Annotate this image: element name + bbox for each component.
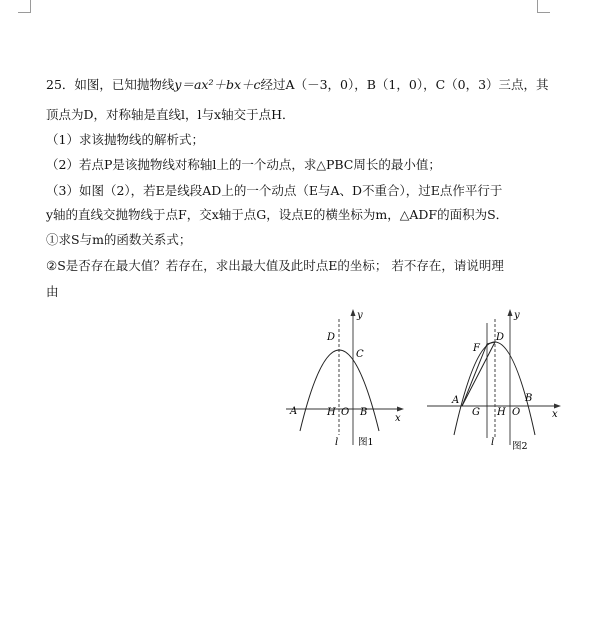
fig1-label-y: y — [357, 310, 363, 321]
fig1-label-o: O — [341, 407, 350, 418]
fig1-label-h: H — [327, 407, 336, 418]
fig2-y-arrow — [508, 309, 513, 316]
fig2-x-arrow — [554, 404, 561, 409]
figure-1 — [283, 305, 418, 455]
fig1-label-d: D — [327, 332, 336, 343]
fig1-label-l: l — [335, 437, 339, 448]
fig1-label-c: C — [356, 349, 364, 360]
parabola-equation: y＝ax²＋bx＋c — [174, 77, 261, 92]
fig1-label-a: A — [290, 406, 298, 417]
fig2-label-l: l — [491, 437, 495, 448]
fig2-label-a: A — [452, 395, 460, 406]
fig2-label-b: B — [525, 393, 533, 404]
problem-intro: 25．如图，已知抛物线 — [46, 77, 175, 92]
question-3-part-1: ①求S与m的函数关系式； — [46, 232, 192, 247]
fig2-label-y: y — [514, 310, 520, 321]
problem-line-2: 顶点为D，对称轴是直线l，l与x轴交于点H． — [46, 107, 295, 122]
question-1: （1）求该抛物线的解析式； — [46, 132, 204, 147]
figure-2 — [424, 305, 570, 455]
fig2-label-h: H — [497, 407, 506, 418]
fig1-y-arrow — [351, 309, 356, 316]
question-3-line-1: （3）如图（2），若E是线段AD上的一个动点（E与A、D不重合），过E点作平行于 — [46, 183, 503, 198]
fig2-label-g: G — [472, 407, 480, 418]
problem-line-1 — [46, 76, 549, 94]
fig2-caption: 图2 — [512, 441, 528, 452]
fig2-label-d: D — [496, 332, 505, 343]
question-2: （2）若点P是该抛物线对称轴l上的一个动点，求△PBC周长的最小值； — [46, 157, 441, 172]
fig1-label-b: B — [360, 407, 368, 418]
fig2-label-o: O — [512, 407, 521, 418]
page-corner-mark-left — [18, 0, 31, 13]
fig2-parabola — [454, 342, 535, 435]
fig1-caption: 图1 — [358, 437, 374, 448]
question-3-line-2: y轴的直线交抛物线于点F，交x轴于点G，设点E的横坐标为m，△ADF的面积为S． — [46, 207, 509, 222]
fig1-parabola — [300, 350, 379, 431]
question-3-part-2-cont: 由 — [46, 284, 59, 299]
page-corner-mark-right — [537, 0, 550, 13]
fig2-label-f: F — [473, 343, 480, 354]
fig1-x-arrow — [397, 407, 404, 412]
fig1-label-x: x — [395, 413, 401, 424]
problem-points: 经过A（－3，0），B（1，0），C（0，3）三点，其 — [260, 77, 549, 92]
question-3-part-2: ②S是否存在最大值？若存在，求出最大值及此时点E的坐标； 若不存在，请说明理 — [46, 258, 504, 273]
fig2-label-x: x — [552, 409, 558, 420]
